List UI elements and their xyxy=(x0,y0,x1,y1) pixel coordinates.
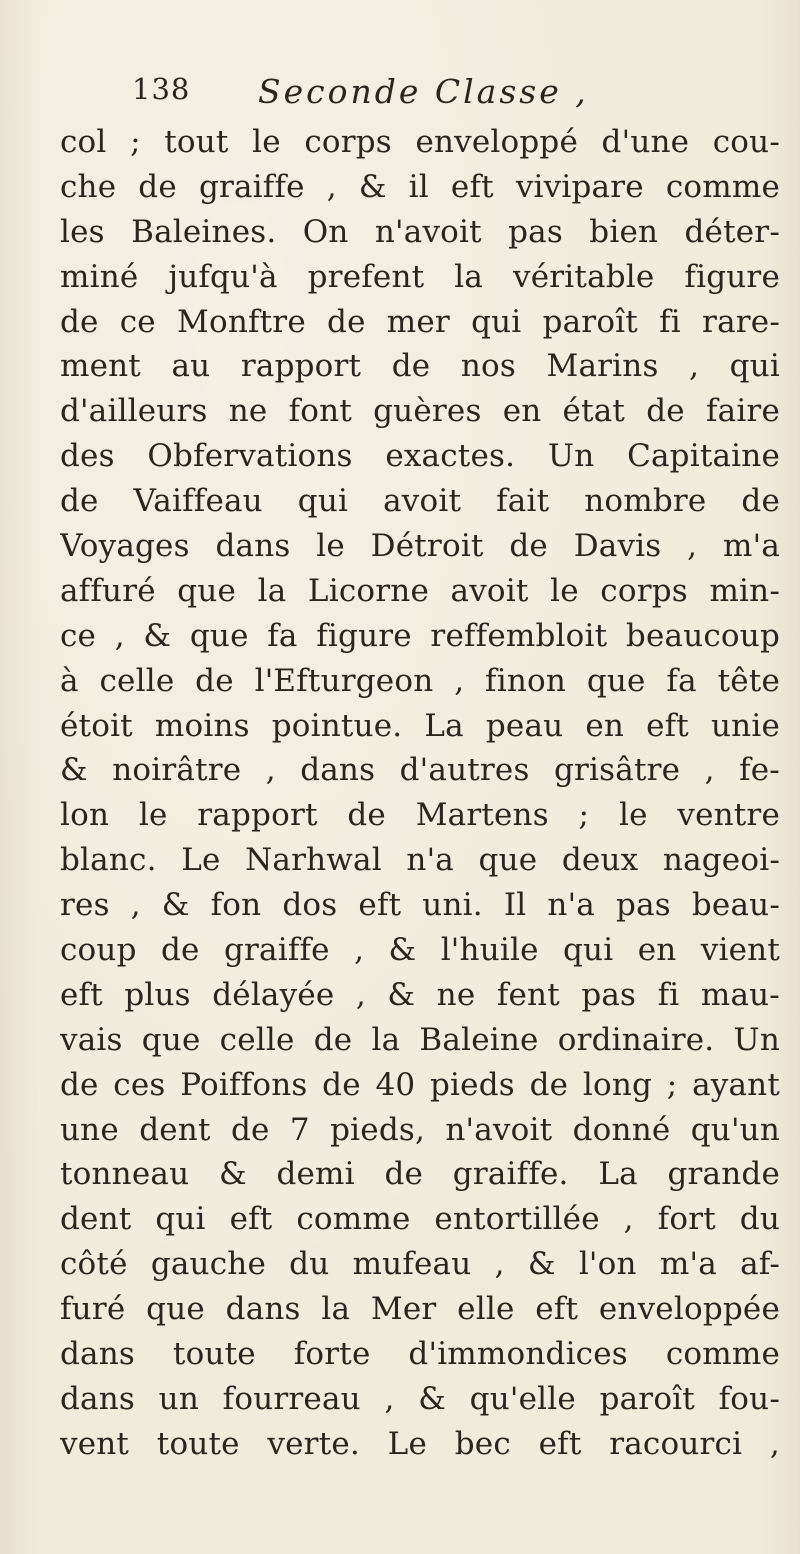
text-line: dans un fourreau , & qu'elle paroît fou- xyxy=(60,1380,780,1417)
text-line: affuré que la Licorne avoit le corps min- xyxy=(60,572,780,609)
text-line: res , & fon dos eft uni. Il n'a pas beau- xyxy=(60,887,780,924)
text-line: vent toute verte. Le bec eft racourci , xyxy=(60,1425,780,1462)
text-line: ce , & que fa figure reffembloit beaucoup xyxy=(60,617,780,654)
text-line: coup de graiffe , & l'huile qui en vient xyxy=(60,932,780,969)
text-line: miné jufqu'à prefent la véritable figure xyxy=(60,258,780,295)
text-line: tonneau & demi de graiffe. La grande xyxy=(60,1156,780,1193)
text-line: blanc. Le Narhwal n'a que deux nageoi- xyxy=(60,842,780,879)
text-line: côté gauche du mufeau , & l'on m'a af- xyxy=(60,1246,780,1283)
text-line: vais que celle de la Baleine ordinaire. Un xyxy=(60,1021,780,1058)
running-head: Seconde Classe , xyxy=(258,72,589,111)
text-line: une dent de 7 pieds, n'avoit donné qu'un xyxy=(60,1111,780,1148)
text-line: che de graiffe , & il eft vivipare comme xyxy=(60,168,780,205)
text-line: Voyages dans le Détroit de Davis , m'a xyxy=(60,528,780,565)
text-line: lon le rapport de Martens ; le ventre xyxy=(60,797,780,834)
text-line: eft plus délayée , & ne fent pas fi mau- xyxy=(60,976,780,1013)
text-line: dans toute forte d'immondices comme xyxy=(60,1336,780,1373)
text-line: d'ailleurs ne font guères en état de faire xyxy=(60,393,780,430)
text-line: des Obfervations exactes. Un Capitaine xyxy=(60,438,780,475)
text-line: de ces Poiffons de 40 pieds de long ; ayant xyxy=(60,1066,780,1103)
body-text xyxy=(60,120,780,1467)
text-line: col ; tout le corps enveloppé d'une cou- xyxy=(60,124,780,160)
text-line: & noirâtre , dans d'autres grisâtre , fe- xyxy=(60,752,780,789)
text-line: ment au rapport de nos Marins , qui xyxy=(60,348,780,385)
text-line: furé que dans la Mer elle eft enveloppée xyxy=(60,1291,780,1328)
text-line: dent qui eft comme entortillée , fort du xyxy=(60,1201,780,1238)
text-line: à celle de l'Efturgeon , finon que fa tête xyxy=(60,662,780,699)
text-line: étoit moins pointue. La peau en eft unie xyxy=(60,707,780,744)
text-line: les Baleines. On n'avoit pas bien déter- xyxy=(60,213,780,250)
page-number: 138 xyxy=(132,72,191,106)
text-line: de ce Monftre de mer qui paroît fi rare- xyxy=(60,303,780,340)
text-line: de Vaiffeau qui avoit fait nombre de xyxy=(60,483,780,520)
